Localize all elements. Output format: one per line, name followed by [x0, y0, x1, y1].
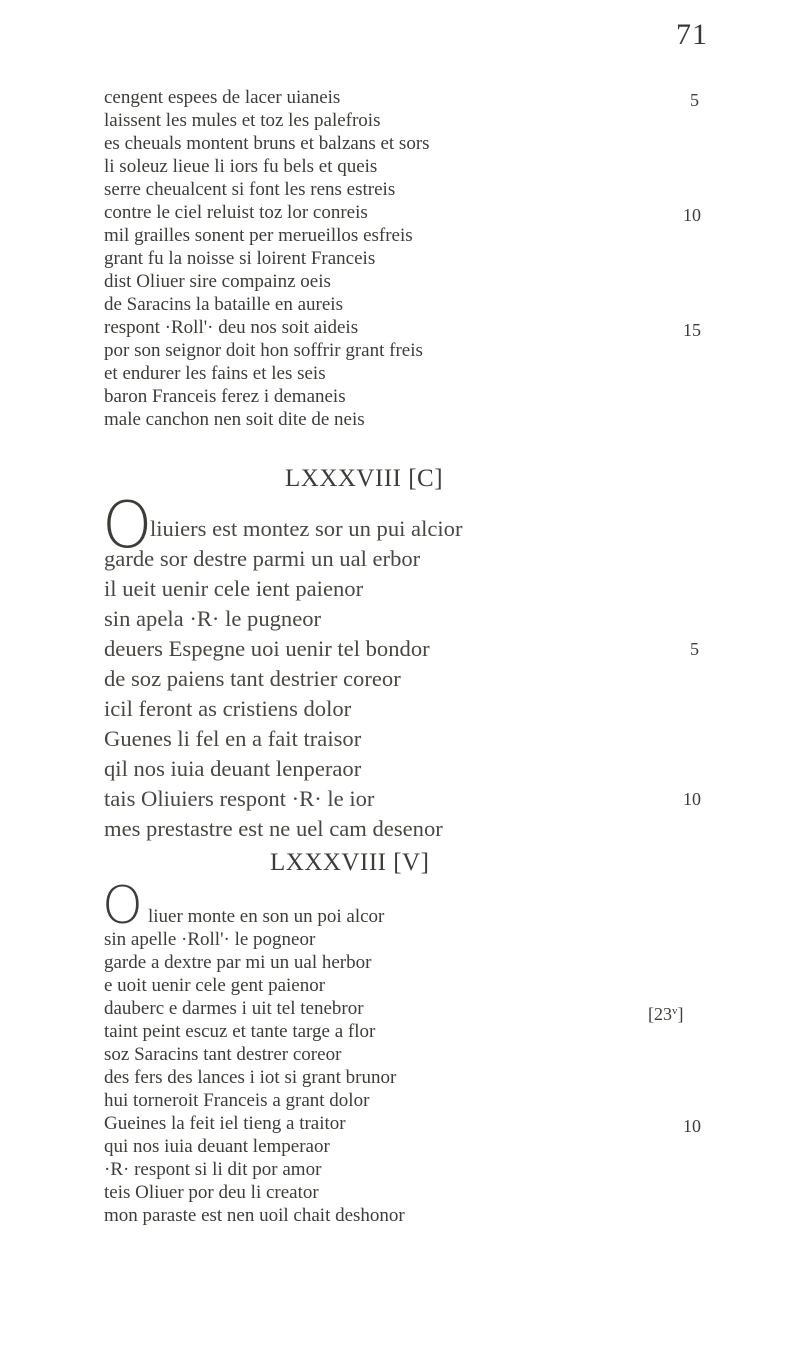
verse-line: e uoit uenir cele gent paienor	[104, 975, 326, 996]
verse-line: serre cheualcent si font les rens estreis	[104, 179, 396, 200]
verse-line: por son seignor doit hon soffrir grant freis	[104, 340, 423, 361]
verse-line: grant fu la noisse si loirent Franceis	[104, 248, 376, 269]
verse-line: ·R· respont si li dit por amor	[104, 1159, 322, 1180]
verse-line: mon paraste est nen uoil chait deshonor	[104, 1205, 405, 1226]
line-number: 10	[683, 205, 701, 225]
verse-line: male canchon nen soit dite de neis	[104, 409, 365, 430]
verse-line: Gueines la feit iel tieng a traitor	[104, 1113, 346, 1134]
drop-cap-initial: O	[102, 876, 143, 936]
page-number: 71	[676, 18, 708, 51]
verse-line: laissent les mules et toz les palefrois	[104, 110, 381, 131]
verse-line: icil feront as cristiens dolor	[104, 696, 352, 721]
section-heading: LXXXVIII [V]	[270, 849, 430, 876]
verse-line: sin apelle ·Roll'· le pogneor	[104, 929, 316, 950]
verse-line: dauberc e darmes i uit tel tenebror	[104, 998, 364, 1019]
verse-line: mes prestastre est ne uel cam desenor	[104, 816, 443, 841]
line-number: 5	[690, 639, 699, 659]
verse-line: taint peint escuz et tante targe a flor	[104, 1021, 376, 1042]
verse-line: liuiers est montez sor un pui alcior	[150, 516, 463, 541]
line-number: 5	[690, 90, 699, 110]
verse-line: qil nos iuia deuant lenperaor	[104, 756, 362, 781]
verse-line: Guenes li fel en a fait traisor	[104, 726, 362, 751]
verse-line: respont ·Roll'· deu nos soit aideis	[104, 317, 359, 338]
folio-marker: [23$^v$]	[648, 1004, 684, 1024]
line-number: 15	[683, 320, 701, 340]
verse-line: de soz paiens tant destrier coreor	[104, 666, 401, 691]
verse-line: cengent espees de lacer uianeis	[104, 87, 341, 108]
verse-line: es cheuals montent bruns et balzans et sors	[104, 133, 430, 154]
verse-line: soz Saracins tant destrer coreor	[104, 1044, 342, 1065]
verse-line: tais Oliuiers respont ·R· le ior	[104, 786, 375, 811]
verse-line: contre le ciel reluist toz lor conreis	[104, 202, 368, 223]
verse-line: dist Oliuer sire compainz oeis	[104, 271, 331, 292]
verse-line: liuer monte en son un poi alcor	[148, 906, 385, 927]
verse-line: sin apela ·R· le pugneor	[104, 606, 322, 631]
verse-line: mil grailles sonent per merueillos esfreis	[104, 225, 413, 246]
verse-line: baron Franceis ferez i demaneis	[104, 386, 346, 407]
verse-line: li soleuz lieue li iors fu bels et queis	[104, 156, 378, 177]
line-number: 10	[683, 1116, 701, 1136]
section-heading: LXXXVIII [C]	[285, 465, 444, 492]
verse-line: garde sor destre parmi un ual erbor	[104, 546, 421, 571]
verse-line: qui nos iuia deuant lemperaor	[104, 1136, 330, 1157]
line-number: 10	[683, 789, 701, 809]
verse-line: il ueit uenir cele ient paienor	[104, 576, 364, 601]
verse-line: garde a dextre par mi un ual herbor	[104, 952, 372, 973]
verse-line: teis Oliuer por deu li creator	[104, 1182, 319, 1203]
verse-line: des fers des lances i iot si grant brunor	[104, 1067, 397, 1088]
verse-line: deuers Espegne uoi uenir tel bondor	[104, 636, 430, 661]
drop-cap-initial: O	[102, 489, 153, 563]
verse-line: et endurer les fains et les seis	[104, 363, 326, 384]
verse-line: de Saracins la bataille en aureis	[104, 294, 343, 315]
verse-line: hui torneroit Franceis a grant dolor	[104, 1090, 370, 1111]
